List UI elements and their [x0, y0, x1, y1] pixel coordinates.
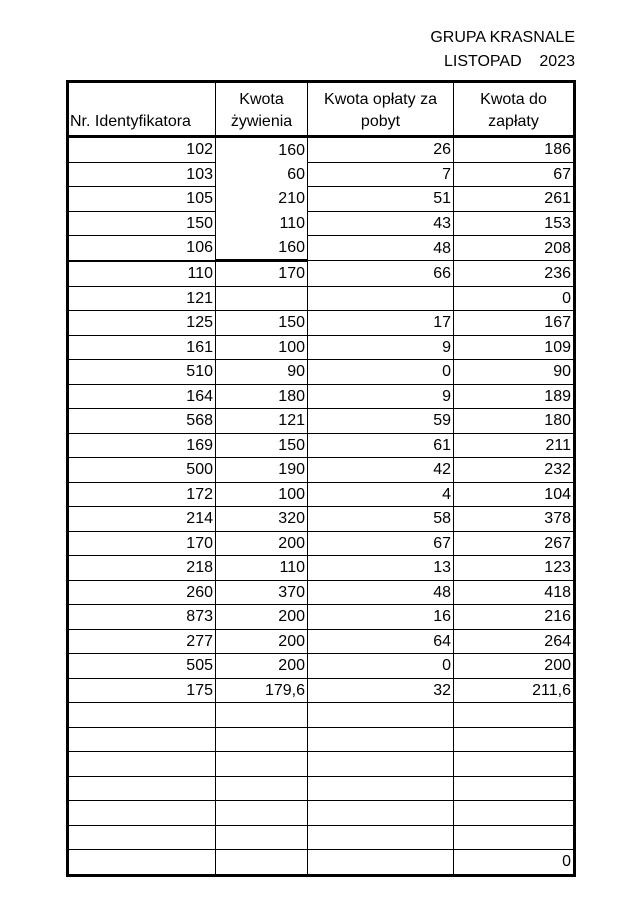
column-header-food: Kwota żywienia [216, 82, 308, 137]
cell-food [216, 776, 308, 801]
table-body [68, 137, 575, 876]
cell-stay-fee: 61 [308, 433, 454, 458]
cell-stay-fee: 26 [308, 137, 454, 163]
cell-food: 150 [216, 311, 308, 336]
cell-food: 200 [216, 605, 308, 630]
cell-food: 100 [216, 335, 308, 360]
cell-total: 104 [454, 482, 575, 507]
cell-total: 418 [454, 580, 575, 605]
cell-total: 0 [454, 286, 575, 311]
period-title: LISTOPAD 2023 [443, 53, 575, 70]
cell-total: 0 [454, 850, 575, 876]
table-row [68, 654, 575, 679]
cell-total: 189 [454, 384, 575, 409]
cell-id: 500 [68, 458, 216, 483]
header-row [68, 82, 575, 137]
cell-stay-fee: 16 [308, 605, 454, 630]
cell-stay-fee [308, 752, 454, 777]
table-row [68, 384, 575, 409]
cell-stay-fee [308, 286, 454, 311]
cell-total: 200 [454, 654, 575, 679]
column-header-total: Kwota do zapłaty [454, 82, 575, 137]
cell-stay-fee [308, 727, 454, 752]
cell-stay-fee: 43 [308, 211, 454, 236]
table-row [68, 458, 575, 483]
cell-food: 320 [216, 507, 308, 532]
cell-stay-fee [308, 776, 454, 801]
cell-total: 67 [454, 162, 575, 187]
table-row [68, 286, 575, 311]
cell-food: 200 [216, 629, 308, 654]
table-row [68, 825, 575, 850]
cell-food [216, 286, 308, 311]
cell-total [454, 703, 575, 728]
cell-total: 208 [454, 236, 575, 261]
cell-total [454, 752, 575, 777]
table-row [68, 261, 575, 287]
cell-food: 370 [216, 580, 308, 605]
table-row [68, 727, 575, 752]
table-row [68, 678, 575, 703]
cell-stay-fee: 66 [308, 261, 454, 287]
cell-id: 169 [68, 433, 216, 458]
cell-id: 172 [68, 482, 216, 507]
cell-stay-fee: 17 [308, 311, 454, 336]
cell-id: 260 [68, 580, 216, 605]
payments-table [66, 80, 576, 877]
cell-stay-fee: 42 [308, 458, 454, 483]
cell-total: 90 [454, 360, 575, 385]
cell-food: 170 [216, 261, 308, 287]
table-row [68, 507, 575, 532]
cell-food: 200 [216, 531, 308, 556]
cell-food: 160 [216, 137, 308, 163]
table-row [68, 776, 575, 801]
cell-total: 167 [454, 311, 575, 336]
cell-id: 277 [68, 629, 216, 654]
cell-food: 160 [216, 236, 308, 261]
cell-food [216, 801, 308, 826]
cell-total: 236 [454, 261, 575, 287]
cell-stay-fee: 7 [308, 162, 454, 187]
table-row [68, 482, 575, 507]
cell-id [68, 850, 216, 876]
cell-total: 261 [454, 187, 575, 212]
table-row [68, 433, 575, 458]
table-row [68, 605, 575, 630]
cell-id [68, 727, 216, 752]
cell-stay-fee [308, 801, 454, 826]
cell-stay-fee: 32 [308, 678, 454, 703]
cell-food [216, 825, 308, 850]
cell-total: 232 [454, 458, 575, 483]
cell-food: 100 [216, 482, 308, 507]
table-row [68, 360, 575, 385]
cell-stay-fee [308, 703, 454, 728]
cell-total: 211 [454, 433, 575, 458]
cell-id [68, 752, 216, 777]
cell-stay-fee: 64 [308, 629, 454, 654]
cell-food: 190 [216, 458, 308, 483]
cell-stay-fee: 9 [308, 384, 454, 409]
cell-stay-fee: 0 [308, 360, 454, 385]
table-row [68, 187, 575, 212]
table-row [68, 162, 575, 187]
cell-food: 179,6 [216, 678, 308, 703]
cell-id: 510 [68, 360, 216, 385]
cell-food [216, 727, 308, 752]
cell-stay-fee: 4 [308, 482, 454, 507]
cell-food: 110 [216, 556, 308, 581]
cell-food: 150 [216, 433, 308, 458]
cell-stay-fee: 59 [308, 409, 454, 434]
cell-id: 121 [68, 286, 216, 311]
cell-total: 264 [454, 629, 575, 654]
cell-id [68, 825, 216, 850]
cell-stay-fee: 67 [308, 531, 454, 556]
cell-total: 153 [454, 211, 575, 236]
table-row [68, 409, 575, 434]
cell-stay-fee: 48 [308, 580, 454, 605]
cell-stay-fee [308, 825, 454, 850]
table-row [68, 850, 575, 876]
cell-id: 103 [68, 162, 216, 187]
column-header-stay-fee: Kwota opłaty za pobyt [308, 82, 454, 137]
cell-stay-fee: 0 [308, 654, 454, 679]
table-row [68, 211, 575, 236]
cell-total [454, 825, 575, 850]
cell-id: 214 [68, 507, 216, 532]
cell-food: 110 [216, 211, 308, 236]
cell-id: 106 [68, 236, 216, 261]
cell-id: 150 [68, 211, 216, 236]
cell-id: 873 [68, 605, 216, 630]
cell-id: 218 [68, 556, 216, 581]
cell-total: 186 [454, 137, 575, 163]
cell-id [68, 801, 216, 826]
group-title: GRUPA KRASNALE [430, 29, 575, 46]
cell-id: 568 [68, 409, 216, 434]
cell-food [216, 752, 308, 777]
table-row [68, 531, 575, 556]
cell-total: 123 [454, 556, 575, 581]
cell-total: 267 [454, 531, 575, 556]
cell-id: 164 [68, 384, 216, 409]
cell-id [68, 703, 216, 728]
cell-total [454, 801, 575, 826]
table-row [68, 236, 575, 261]
cell-stay-fee: 58 [308, 507, 454, 532]
cell-stay-fee: 51 [308, 187, 454, 212]
cell-id: 105 [68, 187, 216, 212]
cell-id: 161 [68, 335, 216, 360]
cell-total: 216 [454, 605, 575, 630]
cell-id: 102 [68, 137, 216, 163]
table-row [68, 556, 575, 581]
table-row [68, 752, 575, 777]
cell-food: 200 [216, 654, 308, 679]
table-row [68, 137, 575, 163]
cell-stay-fee: 48 [308, 236, 454, 261]
table-row [68, 629, 575, 654]
cell-total: 211,6 [454, 678, 575, 703]
cell-id: 110 [68, 261, 216, 287]
cell-food [216, 850, 308, 876]
cell-food: 121 [216, 409, 308, 434]
cell-id [68, 776, 216, 801]
cell-food [216, 703, 308, 728]
cell-id: 175 [68, 678, 216, 703]
cell-id: 505 [68, 654, 216, 679]
cell-stay-fee: 13 [308, 556, 454, 581]
table-row [68, 311, 575, 336]
cell-food: 60 [216, 162, 308, 187]
table-row [68, 580, 575, 605]
table-row [68, 703, 575, 728]
cell-total [454, 727, 575, 752]
cell-total: 180 [454, 409, 575, 434]
column-header-id: Nr. Identyfikatora [68, 82, 216, 137]
table-row [68, 335, 575, 360]
cell-food: 180 [216, 384, 308, 409]
table-row [68, 801, 575, 826]
cell-total [454, 776, 575, 801]
cell-total: 109 [454, 335, 575, 360]
cell-id: 125 [68, 311, 216, 336]
cell-food: 210 [216, 187, 308, 212]
cell-stay-fee [308, 850, 454, 876]
cell-total: 378 [454, 507, 575, 532]
cell-food: 90 [216, 360, 308, 385]
cell-id: 170 [68, 531, 216, 556]
cell-stay-fee: 9 [308, 335, 454, 360]
